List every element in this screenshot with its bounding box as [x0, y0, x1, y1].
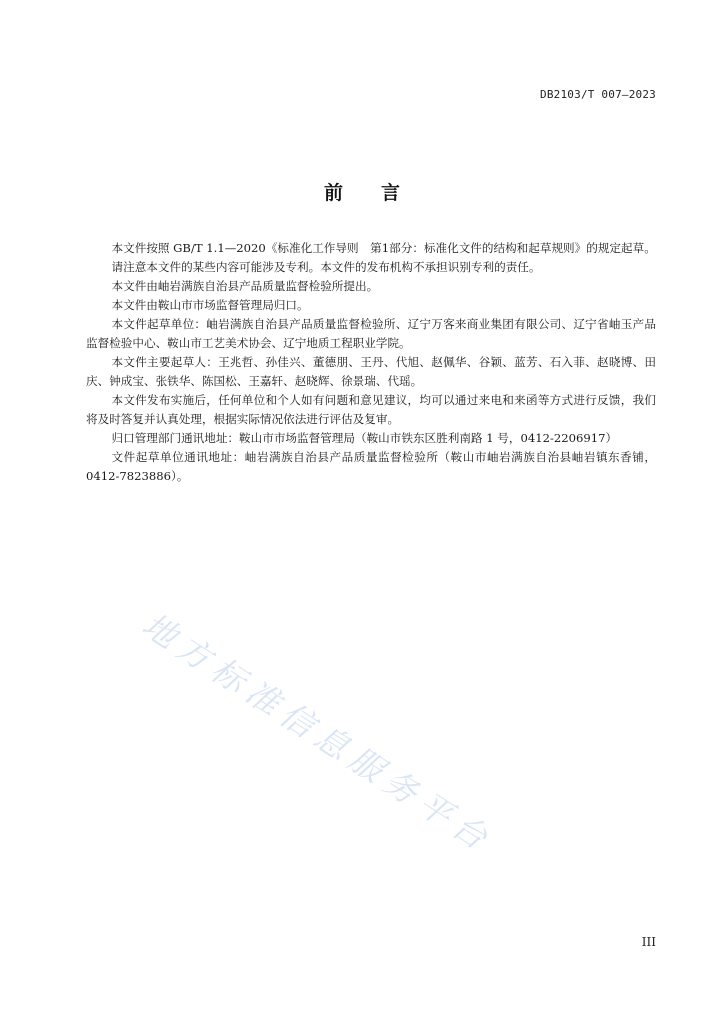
paragraph-feedback: 本文件发布实施后，任何单位和个人如有问题和意见建议，均可以通过来电和来函等方式进行反馈，我们将及时答复并认真处理，根据实际情况依法进行评估及复审。: [86, 393, 656, 426]
watermark: 地方标准信息服务平台: [135, 605, 501, 862]
paragraph-drafting-unit-address: 文件起草单位通讯地址：岫岩满族自治县产品质量监督检验所（鞍山市岫岩满族自治县岫岩镇东香铺，0412-7823886）。: [86, 450, 656, 483]
page-number: III: [641, 935, 656, 949]
page-title: [0, 178, 724, 205]
foreword-body: [86, 239, 656, 486]
paragraph-proposer: 本文件由岫岩满族自治县产品质量监督检验所提出。: [111, 279, 379, 293]
title-char-2: 言: [381, 182, 401, 204]
paragraph-patent-notice: 请注意本文件的某些内容可能涉及专利。本文件的发布机构不承担识别专利的责任。: [111, 260, 541, 274]
title-char-1: 前: [323, 182, 343, 204]
document-code: DB2103/T 007—2023: [540, 88, 656, 101]
paragraph-drafting-basis: 本文件按照 GB/T 1.1—2020《标准化工作导则 第1部分：标准化文件的结构和起草规则》的规定起草。: [111, 241, 656, 255]
paragraph-drafting-units: 本文件起草单位：岫岩满族自治县产品质量监督检验所、辽宁万客来商业集团有限公司、辽宁省岫玉产品监督检验中心、鞍山市工艺美术协会、辽宁地质工程职业学院。: [86, 317, 656, 350]
paragraph-centralized-management: 本文件由鞍山市市场监督管理局归口。: [111, 298, 309, 312]
paragraph-management-address: 归口管理部门通讯地址：鞍山市市场监督管理局（鞍山市铁东区胜利南路 1 号，0412-2206917）: [111, 431, 618, 445]
paragraph-main-drafters: 本文件主要起草人：王兆哲、孙佳兴、董德朋、王丹、代旭、赵佩华、谷颖、蓝芳、石入菲、赵晓博、田庆、钟成宝、张铁华、陈国松、王嘉轩、赵晓辉、徐景瑞、代瑶。: [86, 355, 656, 388]
